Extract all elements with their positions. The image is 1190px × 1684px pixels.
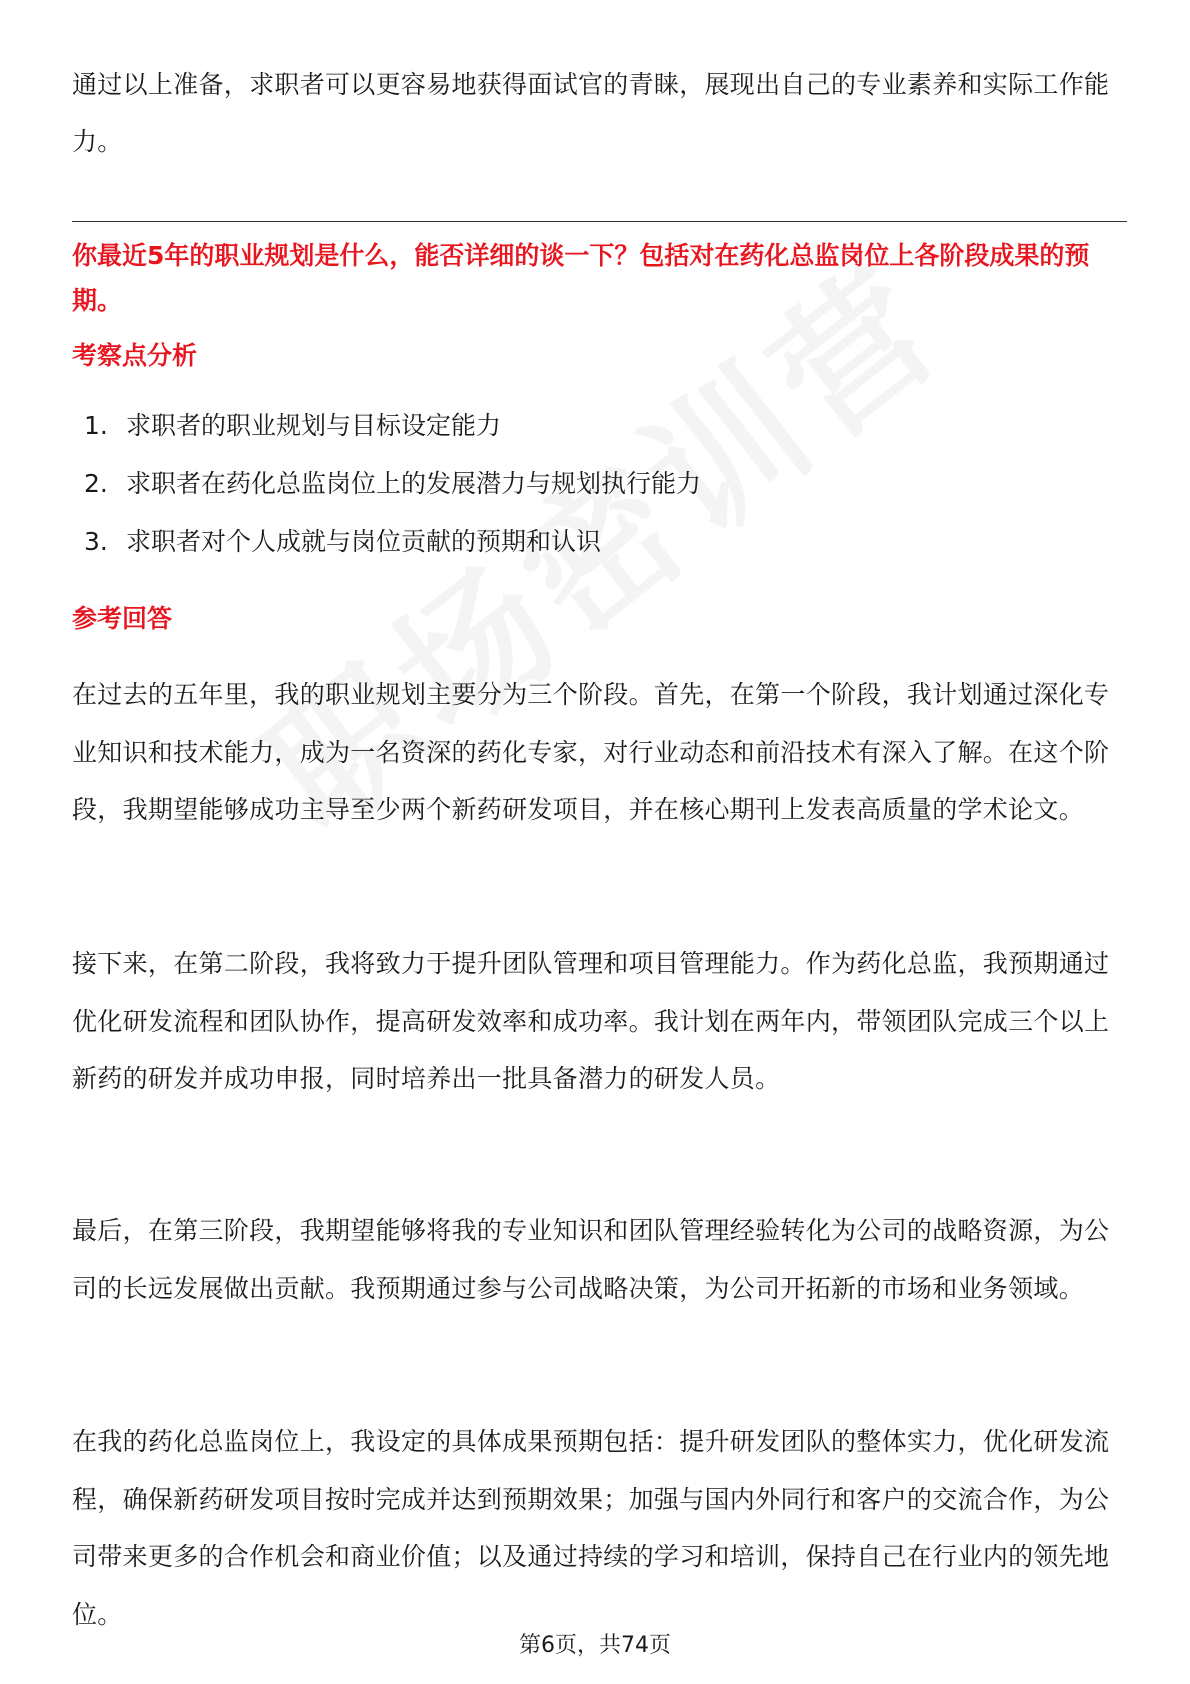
section-divider: [72, 221, 1127, 222]
question-heading: 你最近5年的职业规划是什么，能否详细的谈一下？包括对在药化总监岗位上各阶段成果的预期。: [72, 241, 1090, 315]
answer-heading: 参考回答: [72, 604, 173, 633]
list-item-number: 3.: [84, 527, 108, 556]
answer-paragraph: 最后，在第三阶段，我期望能够将我的专业知识和团队管理经验转化为公司的战略资源，为公司的长远发展做出贡献。我预期通过参与公司战略决策，为公司开拓新的市场和业务领域。: [72, 1216, 1110, 1303]
list-item-text: 求职者在药化总监岗位上的发展潜力与规划执行能力: [126, 469, 702, 498]
analysis-heading: 考察点分析: [72, 341, 198, 370]
page-number: 第6页，共74页: [519, 1633, 671, 1658]
analysis-list: [84, 406, 701, 580]
answer-paragraph: 在我的药化总监岗位上，我设定的具体成果预期包括：提升研发团队的整体实力，优化研发流程，确保新药研发项目按时完成并达到预期效果；加强与国内外同行和客户的交流合作，为公司带来更多的合作机会和商业价值；以及通过持续的学习和培训，保持自己在行业内的领先地位。: [72, 1427, 1110, 1629]
list-item-text: 求职者的职业规划与目标设定能力: [126, 411, 502, 440]
list-item-number: 1.: [84, 411, 108, 440]
list-item-number: 2.: [84, 469, 108, 498]
list-item: [84, 406, 701, 464]
list-item: [84, 464, 701, 522]
answer-paragraph: 在过去的五年里，我的职业规划主要分为三个阶段。首先，在第一个阶段，我计划通过深化专业知识和技术能力，成为一名资深的药化专家，对行业动态和前沿技术有深入了解。在这个阶段，我期望能够成功主导至少两个新药研发项目，并在核心期刊上发表高质量的学术论文。: [72, 680, 1110, 824]
list-item-text: 求职者对个人成就与岗位贡献的预期和认识: [126, 527, 602, 556]
answer-paragraph: 接下来，在第二阶段，我将致力于提升团队管理和项目管理能力。作为药化总监，我预期通过优化研发流程和团队协作，提高研发效率和成功率。我计划在两年内，带领团队完成三个以上新药的研发并成功申报，同时培养出一批具备潜力的研发人员。: [72, 949, 1110, 1093]
list-item: [84, 522, 701, 580]
intro-paragraph: 通过以上准备，求职者可以更容易地获得面试官的青睐，展现出自己的专业素养和实际工作能力。: [72, 70, 1110, 156]
